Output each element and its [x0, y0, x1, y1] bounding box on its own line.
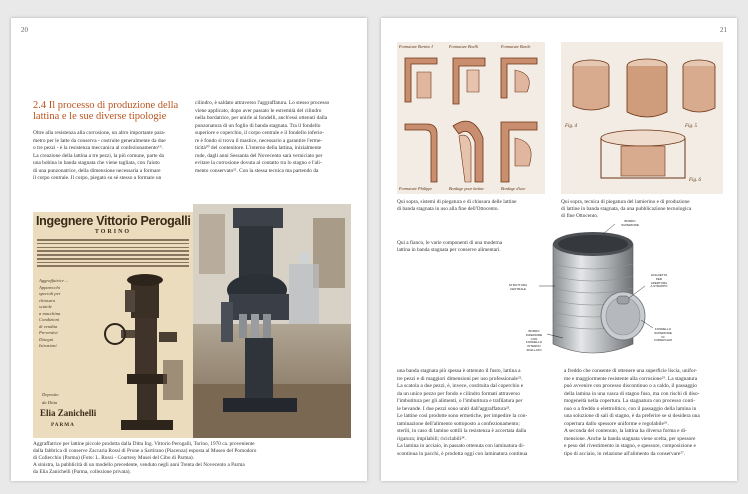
- label-line: FONDELLO: [654, 327, 672, 331]
- text-line: superiore e coperchio, il corpo centrale e il fondello inferio-: [195, 130, 325, 136]
- label-line: FONDELLO: [525, 340, 543, 345]
- caption-line: di banda stagnata in uso alla fine dell'Ottocento.: [397, 206, 499, 212]
- ad-footer-line: Deposito: [42, 392, 59, 397]
- can-label-lid: [645, 328, 681, 343]
- sketch-label: Bordage d'une: [501, 186, 526, 191]
- label-line: INFERIORE: [525, 332, 543, 337]
- can-drawings: [561, 42, 723, 194]
- ad-line: scatole: [39, 304, 53, 309]
- text-line: metro per le latte da conserva - costruite generalmente da due: [33, 137, 166, 144]
- text-line: mogeneità nella copertura. La stagnatura con processo conti-: [564, 398, 696, 404]
- seam-drawings: [397, 42, 545, 194]
- label-line: LINGUETTA: [650, 273, 668, 277]
- body-column-2: [195, 100, 345, 175]
- caption-seams: [397, 199, 547, 213]
- ad-line: Apparecchi: [39, 284, 61, 290]
- text-line: Oltre alla resistenza alla corrosione, un altro importante para-: [33, 130, 166, 136]
- caption-line: A sinistra, la pubblicità di un modello precedente, venduto negli anni Trenta del Novecento a Parma: [33, 462, 245, 468]
- body-column-4: [564, 368, 724, 458]
- label-line: PER: [655, 276, 663, 281]
- text-line: e peso del rivestimento in stagno, e spessore, composizione e: [564, 443, 696, 449]
- text-line: una bobina in banda stagnata che viene tagliata, con l'aiuto: [33, 160, 160, 166]
- body-column-1: [33, 130, 183, 183]
- body-column-3: [397, 368, 557, 458]
- text-line: una soluzione di sali di stagno, è da preferire se si desidera una: [564, 413, 700, 419]
- text-line: evitare la corrosione dovuta al contatto tra lo stagno e l'ali-: [195, 160, 322, 166]
- text-line: sterili, in caso di lamine sottili la resistenza è accertata dalla: [397, 428, 527, 434]
- label-line: SUPERIORE: [654, 330, 672, 335]
- caption-line: di Collecchio (Parma) (Foto: L. Rossi - Courtesy Musei del Cibo di Parma).: [33, 455, 194, 461]
- label-line: STRUTTURA: [508, 283, 528, 287]
- ad-footer-line: da Ditta: [42, 400, 58, 405]
- sketch-label: Formature Philippe: [399, 186, 433, 191]
- caption-line: di lattine in banda stagnata, da una pubblicazione tecnologica: [561, 206, 692, 212]
- text-line: nella bordatrice, per unirle ai fondelli, anch'essi ottenuti dalla: [195, 115, 328, 121]
- label-line: SUPERIORE: [621, 222, 639, 227]
- caption-line: Qui sopra, tecnica di piegatura del lamierino e di produzione: [561, 199, 690, 205]
- left-page: [11, 18, 367, 481]
- text-line: può avvenire con processo discontinuo o a caldo, il passaggio: [564, 383, 697, 389]
- ad-line: speciali per: [39, 291, 61, 296]
- label-line: DI: [661, 334, 665, 339]
- ad-dealer-city: PARMA: [51, 422, 75, 428]
- text-line: La creazione della lattina a tre pezzi, la più comune, parte da: [33, 152, 164, 159]
- text-line: cilindro, è saldato attraverso l'aggraffatura. Lo stesso processo: [195, 100, 330, 106]
- label-line: INTERNO: [527, 344, 541, 349]
- vintage-advertisement: [33, 212, 193, 438]
- can-figures: [561, 42, 723, 194]
- ad-text-column: [39, 278, 87, 350]
- right-page: [381, 18, 737, 481]
- text-line: re è fondo sì trova il mastice, necessario a garantire l'erme-: [195, 137, 323, 144]
- text-line: di una punzonatrice, della dimensione necessaria a formare: [33, 167, 161, 174]
- ad-title: Ingegnere Vittorio Perogalli: [36, 214, 191, 228]
- label-line: BORDO: [624, 219, 636, 223]
- text-line: da un unico pezzo per fondo e cilindro formati attraverso: [397, 390, 520, 397]
- text-line: o tre pezzi - è la resistenza meccanica al confezionamento¹⁹.: [33, 145, 163, 151]
- caption-can: [397, 240, 527, 254]
- caption-line: Qui sopra, sistemi di piegatura e di chiusura delle lattine: [397, 199, 517, 205]
- ad-line: di vendita: [39, 323, 58, 329]
- text-line: tre pezzi e di maggiori dimensioni per uso professionale²².: [397, 375, 523, 382]
- text-line: copertura dallo spessore uniforme e regolabile²⁶.: [564, 420, 669, 427]
- caption-line: di fine Ottocento.: [561, 213, 599, 219]
- ad-city: TORINO: [94, 229, 132, 235]
- ad-line: Istruzioni: [39, 343, 57, 348]
- text-line: Le lattine così prodotte sono ermetiche, per impedire la con-: [397, 413, 528, 419]
- ad-line: Disegni: [39, 336, 54, 342]
- text-line: tipo di acciaio, in relazione all'alimento da conservare²⁷.: [564, 450, 686, 457]
- can-label-body: [501, 284, 535, 292]
- text-line: della lamina in una vasca di stagno fuso, ma con rischi di diso-: [564, 390, 700, 397]
- text-line: ticità²⁰ del contenitore. L'interno della lattina, inizialmente: [195, 145, 322, 151]
- text-line: mensione. Anche la banda stagnata viene scelta, per spessore: [564, 435, 696, 442]
- text-line: una banda stagnata più spessa è ottenuto il fusto, lattina a: [397, 368, 521, 374]
- ad-line: Aggraffatrice ...: [39, 278, 69, 283]
- sketch-label: Formature Boelli: [449, 44, 479, 49]
- text-line: il corpo centrale. Il corpo, piegato su sé stesso a formare un: [33, 175, 162, 181]
- ad-line: Preventivi: [39, 330, 58, 335]
- caption-line: dalla fabbrica di conserve Zaccaria Rossi di Prone a Sartirano (Piacenza) esposta al Museo del Pomodoro: [33, 448, 257, 454]
- machine-illustration: [193, 204, 351, 438]
- page-number-right: 21: [720, 26, 727, 34]
- figure-label: Fig. 5: [685, 124, 697, 129]
- caption-line: Aggraffatrice per lattine piccole prodotta dalla Ditta Ing. Vittorio Perogalli, Torino, 1970 ca. proveniente: [33, 441, 255, 447]
- text-line: viene applicato, dopo aver passato le estremità del cilindro: [195, 107, 322, 114]
- seaming-machine-photo: [193, 204, 351, 438]
- section-number: 2.4: [33, 100, 47, 111]
- text-line: a freddo che consente di ottenere una superficie liscia, unifor-: [564, 368, 698, 374]
- ad-dealer-name: Elia Zanichelli: [40, 408, 97, 418]
- seam-sketches: [397, 42, 545, 194]
- ad-line: a macchina: [39, 310, 61, 316]
- text-line: A seconda del contenuto, la lattina ha diversa forma e di-: [564, 428, 687, 434]
- label-line: APERTURA: [650, 280, 668, 285]
- page-number-left: 20: [21, 26, 28, 34]
- text-line: nuo o a freddo o elettrolitico, con il passaggio della lamina in: [564, 405, 697, 412]
- label-line: BORDO: [528, 329, 540, 333]
- text-line: La scatola a due pezzi, è, invece, costituita dal coperchio e: [397, 383, 524, 389]
- text-line: La lamina in acciaio, in passato ottenuta con laminatura di-: [397, 443, 525, 449]
- ad-text-block: [37, 239, 189, 269]
- text-line: rigatura; impilabili; riciclabili²⁴.: [397, 435, 466, 442]
- figure-label: Fig. 6: [689, 178, 701, 183]
- ad-machine-engraving: [91, 270, 191, 434]
- text-line: me e maggiormente resistente alla corrosione²⁵. La stagnatura: [564, 375, 698, 382]
- can-label-top-rim: [615, 220, 645, 228]
- text-line: le bevande. I due pezzi sono uniti dall'aggraffatura²³.: [397, 405, 511, 412]
- label-line: SIGILLATO: [526, 347, 542, 352]
- sketch-label: Formature Barile: [501, 44, 531, 49]
- sketch-label: Bordage pour lattine: [449, 186, 484, 191]
- section-title: Il processo di produzione della lattina e le sue diverse tipologie: [33, 100, 179, 122]
- label-line: COPERCHIO: [653, 338, 673, 343]
- can-label-tab: [639, 274, 679, 289]
- text-line: taminazione dell'alimento sottoposto a confezionamento;: [397, 420, 520, 427]
- caption-machine: [33, 441, 353, 476]
- caption-line: Qui a fianco, le varie componenti di una moderna: [397, 240, 503, 246]
- caption-line: lattina in banda stagnata per conserve alimentari.: [397, 247, 501, 253]
- label-line: CENTRALE: [509, 286, 526, 291]
- text-line: l'imbutitura per gli alimenti, o l'imbutitura e trafilatura per: [397, 398, 523, 404]
- label-line: A STRAPPO: [650, 284, 668, 289]
- section-heading: [33, 100, 193, 122]
- text-line: rude, dagli anni Sessanta del Novecento sarà verniciato per: [195, 152, 323, 159]
- text-line: punzonatura di un foglio di banda stagnata. Tra il fondello: [195, 122, 321, 129]
- can-label-bottom: [521, 330, 547, 353]
- figure-label: Fig. 4: [565, 124, 577, 129]
- ad-line: chiusura: [39, 297, 56, 303]
- ad-line: Condizioni: [39, 317, 60, 322]
- can-illustration: [533, 216, 663, 366]
- sketch-label: Formature Bertine I: [399, 44, 433, 49]
- label-line: CON: [530, 336, 538, 341]
- caption-line: da Elia Zanichelli (Parma, collezione privata).: [33, 469, 131, 475]
- text-line: mento conservato²¹. Con la stessa tecnica ma partendo da: [195, 167, 319, 174]
- text-line: scontinua in pacchi, è prodotta oggi con laminatura continua: [397, 450, 528, 457]
